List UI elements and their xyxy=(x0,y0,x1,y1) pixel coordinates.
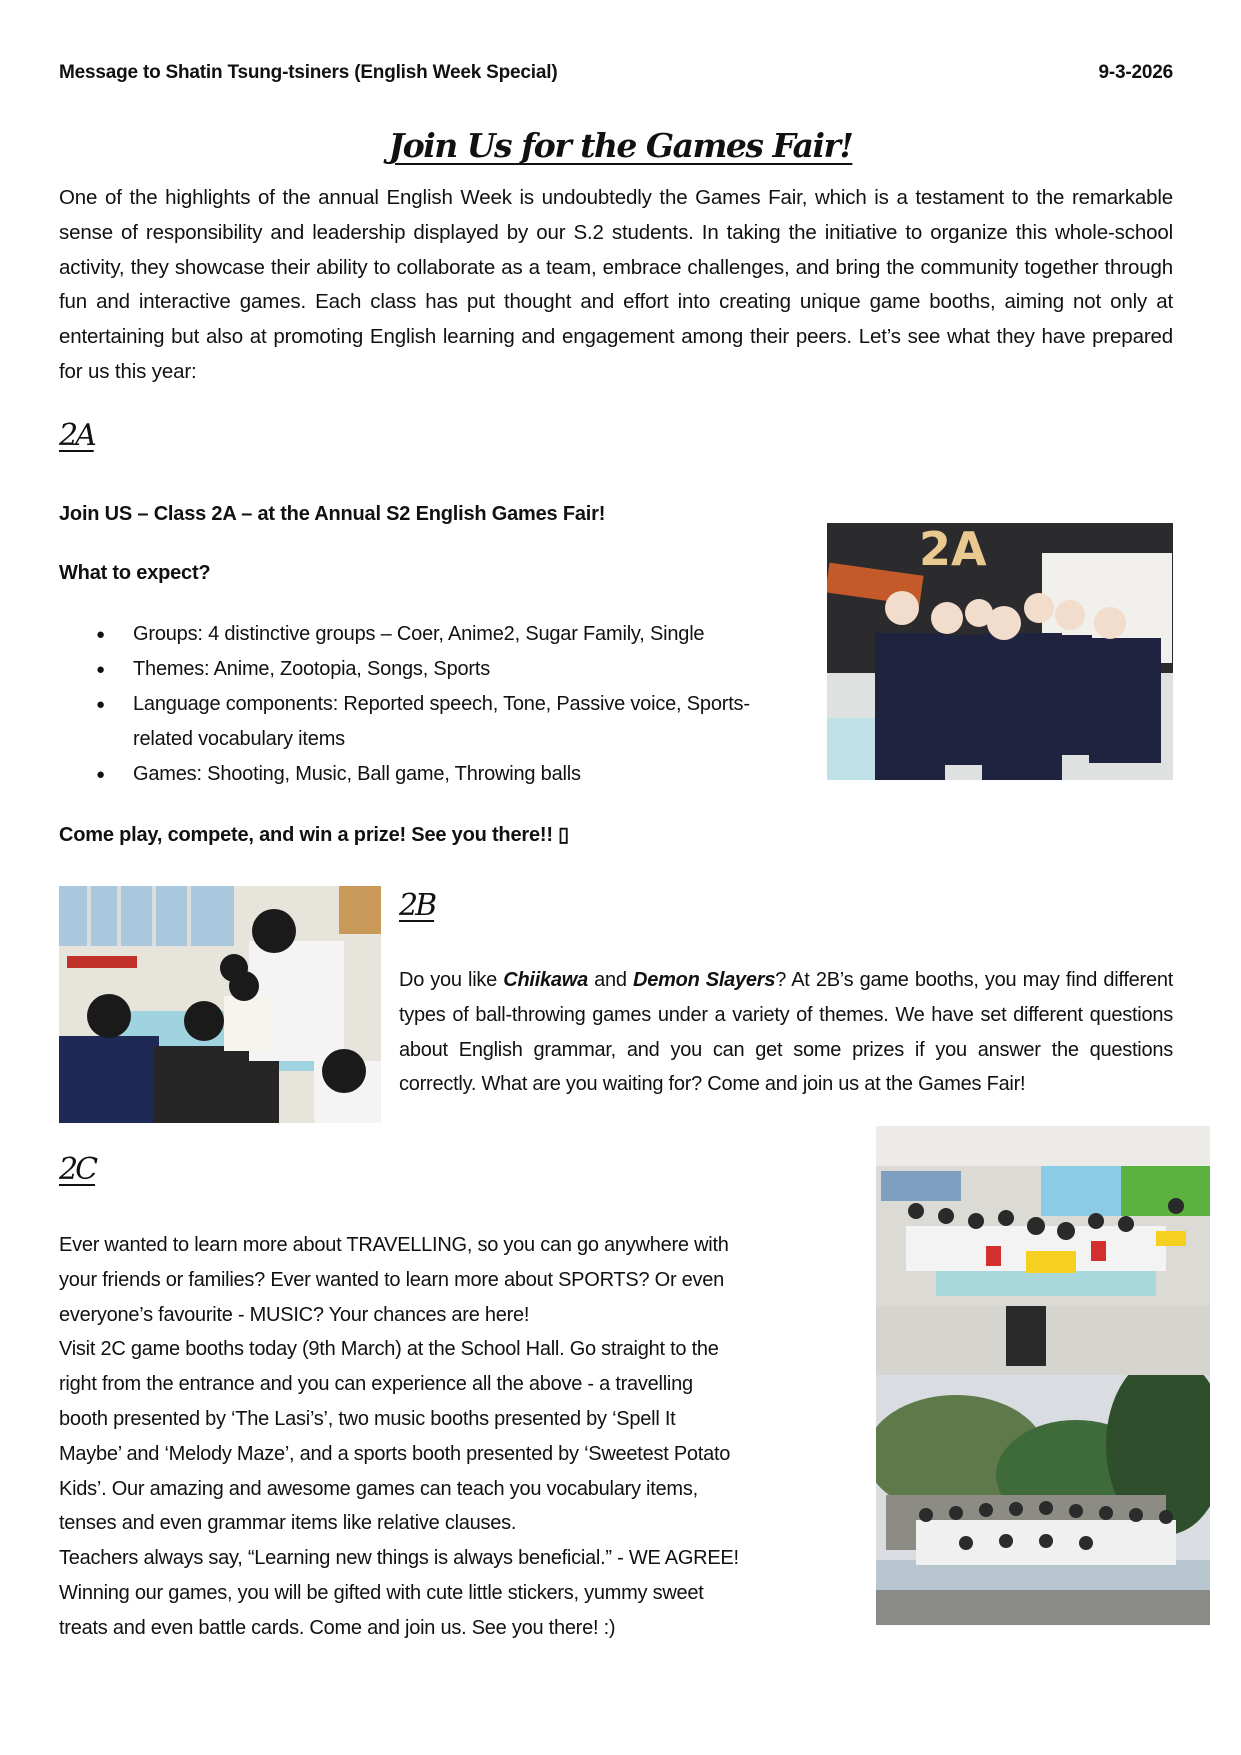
text-line: Winning our games, you will be gifted with cute little stickers, yummy sweet xyxy=(59,1581,704,1604)
section-2a-bullet-list xyxy=(59,617,799,792)
svg-text:2A: 2A xyxy=(919,523,987,576)
text-line: booth presented by ‘The Lasi’s’, two music booths presented by ‘Spell It xyxy=(59,1407,676,1430)
intro-paragraph: One of the highlights of the annual English Week is undoubtedly the Games Fair, which is a testament to the remarkable sense of responsibility and leadership displayed by our S.2 students. In taking the initiative to organize this whole-school activity, they showcase their ability to collaborate as a team, embrace challenges, and bring the community together through fun and interactive games. Each class has put thought and effort into creating unique game booths, aiming not only at entertaining but also at promoting English learning and engagement among their peers. Let’s see what they have prepared for us this year: xyxy=(59,186,1173,383)
bullet-item: ● Games: Shooting, Music, Ball game, Throwing balls xyxy=(59,757,799,792)
section-2b-paragraph xyxy=(399,963,1173,1102)
page-title-text: Join Us for the Games Fair! xyxy=(388,126,853,165)
text-line: treats and even battle cards. Come and join us. See you there! :) xyxy=(59,1616,616,1639)
text-run: and xyxy=(587,969,634,991)
text-line: Teachers always say, “Learning new things is always beneficial.” - WE AGREE! xyxy=(59,1547,739,1570)
emphasis-demon-slayers: Demon Slayers xyxy=(633,969,776,991)
header-title: Message to Shatin Tsung-tsiners (English Week Special) xyxy=(59,62,558,83)
text-line: Maybe’ and ‘Melody Maze’, and a sports booth presented by ‘Sweetest Potato xyxy=(59,1442,731,1465)
text-line: everyone’s favourite - MUSIC? Your chances are here! xyxy=(59,1303,530,1326)
text-line: your friends or families? Ever wanted to learn more about SPORTS? Or even xyxy=(59,1268,725,1291)
photo-class-2c-outdoor xyxy=(876,1375,1210,1625)
text-line: tenses and even grammar items like relative clauses. xyxy=(59,1512,517,1535)
section-2a-closing: Come play, compete, and win a prize! See you there!! ▯ xyxy=(59,824,569,846)
text-line: Visit 2C game booths today (9th March) at the School Hall. Go straight to the xyxy=(59,1338,719,1361)
section-2c-paragraph xyxy=(59,1228,869,1646)
text-line: Ever wanted to learn more about TRAVELLING, so you can go anywhere with xyxy=(59,1234,729,1256)
photo-class-2b xyxy=(59,886,381,1123)
text-line: Kids’. Our amazing and awesome games can teach you vocabulary items, xyxy=(59,1477,698,1500)
emphasis-chiikawa: Chiikawa xyxy=(503,969,588,991)
header-date: 9-3-2026 xyxy=(1098,62,1173,83)
section-2a-expect-label: What to expect? xyxy=(59,562,211,584)
bullet-item: ● Groups: 4 distinctive groups – Coer, Anime2, Sugar Family, Single xyxy=(59,617,799,652)
text-run: ? At 2B’s game booths, you may find different types of ball-throwing games under a variety of themes. We have set different questions about English grammar, and you can get some prizes if you answer the questions correctly. What are you waiting for? Come and join us at the Games Fair! xyxy=(399,969,1174,1096)
page-title xyxy=(0,126,1241,165)
photo-class-2c-classroom xyxy=(876,1126,1210,1375)
section-heading-2c: 2C xyxy=(59,1152,96,1187)
section-heading-2b: 2B xyxy=(399,888,435,923)
text-run: Do you like xyxy=(399,969,504,991)
bullet-item: ● Themes: Anime, Zootopia, Songs, Sports xyxy=(59,652,799,687)
section-2a-tagline: Join US – Class 2A – at the Annual S2 English Games Fair! xyxy=(59,503,606,525)
text-line: right from the entrance and you can experience all the above - a travelling xyxy=(59,1373,693,1396)
section-heading-2a: 2A xyxy=(59,418,94,453)
photo-class-2a xyxy=(827,523,1173,780)
bullet-item: ● Language components: Reported speech, Tone, Passive voice, Sports-related vocabulary items xyxy=(59,687,799,757)
